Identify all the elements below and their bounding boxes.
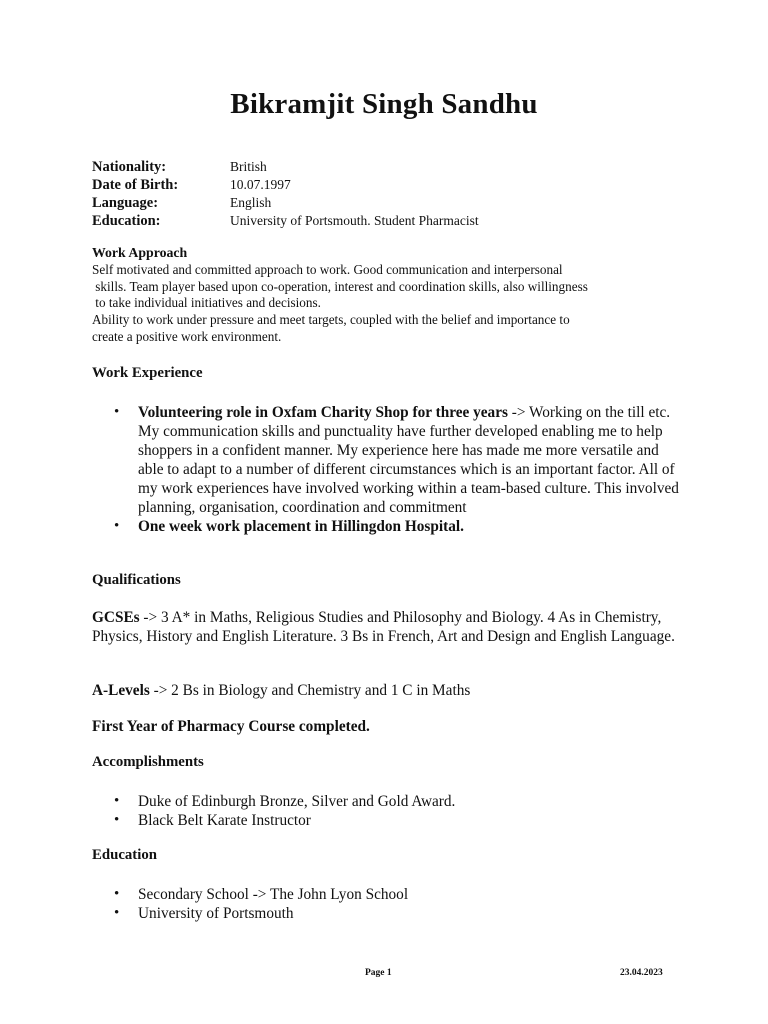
list-item: • Duke of Edinburgh Bronze, Silver and Gold Award. [92,792,682,811]
detail-row-nationality [92,158,479,176]
detail-label: Education: [92,213,161,229]
work-approach-line: create a positive work environment. [92,328,282,344]
detail-label: Language: [92,195,159,211]
work-approach-heading: Work Approach [92,245,188,260]
pharmacy-course-text: First Year of Pharmacy Course completed. [92,718,370,735]
gcse-text: -> 3 A* in Maths, Religious Studies and Philosophy and Biology. 4 As in Chemistry, Physics, History and English Literature. 3 Bs in French, Art and Design and English Language. [92,609,675,645]
detail-label: Nationality: [92,159,167,175]
gcse-label: GCSEs [92,609,140,626]
detail-row-language [92,194,479,212]
accomplishments-list [92,792,682,830]
list-item [92,403,682,517]
footer-date: 23.04.2023 [620,968,663,978]
detail-value: British [230,159,267,174]
page-number: Page 1 [365,968,392,978]
detail-label: Date of Birth: [92,177,179,193]
detail-row-dob [92,176,479,194]
detail-value: 10.07.1997 [230,177,291,192]
education-list [92,885,682,923]
personal-details [92,158,479,230]
detail-value: English [230,195,272,210]
work-experience-heading: Work Experience [92,365,203,381]
work-experience-list [92,403,682,536]
work-item-title: Volunteering role in Oxfam Charity Shop for three years [138,404,508,421]
alevel-label: A-Levels [92,682,150,699]
detail-row-education [92,212,479,230]
accomplishments-heading: Accomplishments [92,754,204,770]
list-item [92,517,682,536]
qualifications-heading: Qualifications [92,572,181,588]
alevel-paragraph [92,681,682,700]
work-approach-line: Ability to work under pressure and meet targets, coupled with the belief and importance to [92,312,570,328]
work-approach-line: skills. Team player based upon co-operation, interest and coordination skills, also willingness [92,278,588,294]
list-item: • University of Portsmouth [92,904,682,923]
list-item: • Black Belt Karate Instructor [92,811,682,830]
detail-value: University of Portsmouth. Student Pharmacist [230,213,479,228]
work-item-text: -> Working on the till etc. My communication skills and punctuality have further developed enabling me to help shoppers in a confident manner. My experience here has made me more versatile and able to adapt to a number of different circumstances which is an important factor. All of my work experiences have involved working within a team-based culture. This involved planning, organisation, coordination and commitment [138,404,679,516]
gcse-paragraph [92,608,682,646]
education-heading: Education [92,847,157,863]
alevel-text: -> 2 Bs in Biology and Chemistry and 1 C in Maths [149,682,471,699]
work-item-title: One week work placement in Hillingdon Hospital. [138,518,464,535]
work-approach-section [92,245,682,346]
work-approach-line: Self motivated and committed approach to work. Good communication and interpersonal [92,261,563,277]
work-approach-line: to take individual initiatives and decisions. [92,295,321,311]
page-title: Bikramjit Singh Sandhu [230,88,538,120]
list-item: • Secondary School -> The John Lyon School [92,885,682,904]
